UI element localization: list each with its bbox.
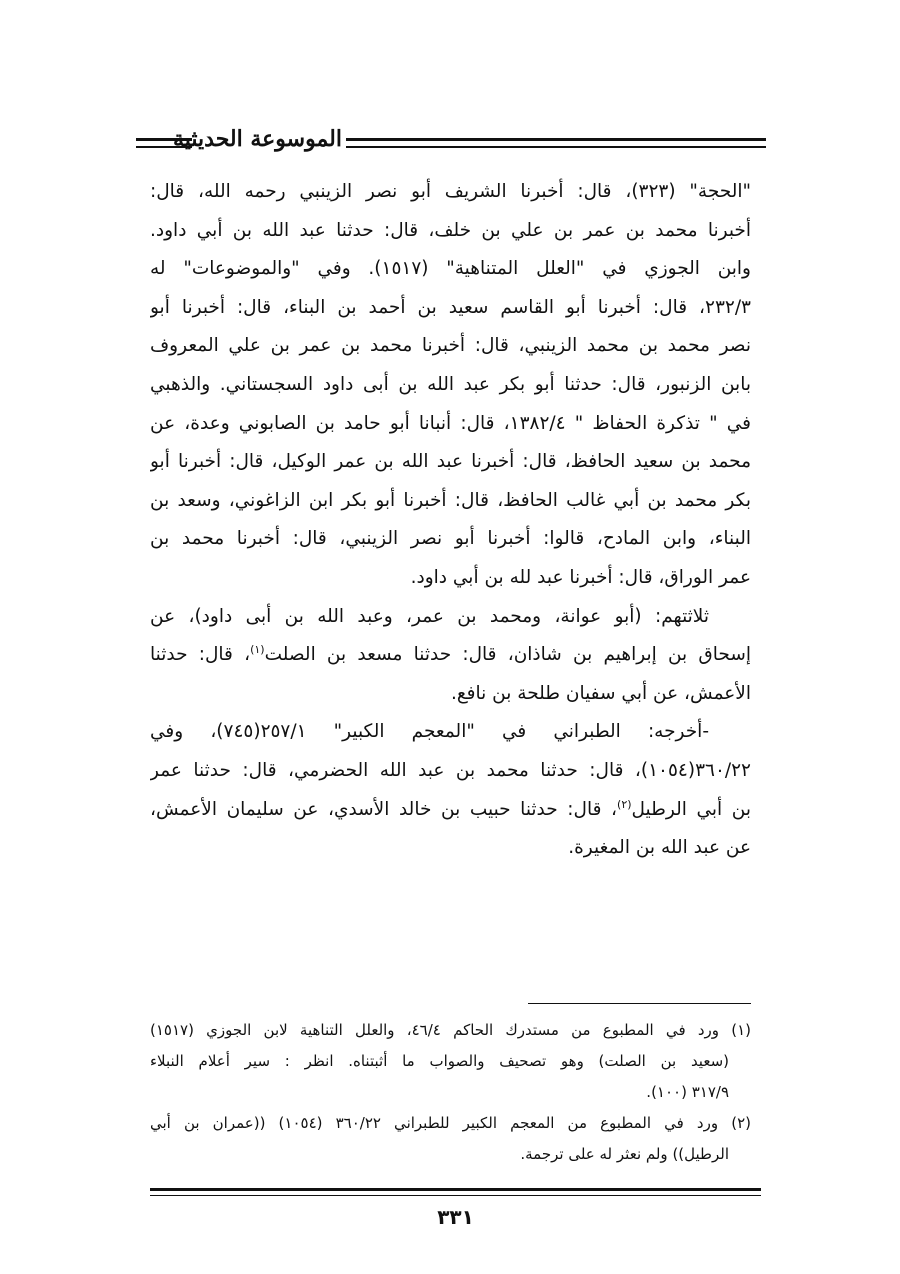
text-line: عمر الوراق، قال: أخبرنا عبد لله بن أبي داود. xyxy=(410,566,751,588)
footnote-line: (١) ورد في المطبوع من مستدرك الحاكم ٤٦/٤، والعلل التناهية لابن الجوزي (١٥١٧) xyxy=(150,1021,751,1039)
header-title: الموسوعة الحديثية xyxy=(172,126,342,152)
text-line: بكر محمد بن أبي غالب الحافظ، قال: أخبرنا أبو بكر ابن الزاغوني، وسعد بن xyxy=(150,489,751,511)
text-line: البناء، وابن المادح، قالوا: أخبرنا أبو نصر الزينبي، قال: أخبرنا محمد بن xyxy=(150,528,751,550)
text-segment: ، قال: حدثنا حبيب بن خالد الأسدي، عن سليمان الأعمش، xyxy=(150,798,618,820)
text-line: أخبرنا محمد بن عمر بن علي بن خلف، قال: حدثنا عبد الله بن أبي داود. xyxy=(150,219,751,241)
text-line xyxy=(150,636,751,675)
footnotes xyxy=(150,1015,751,1170)
footnote-ref-2[interactable]: (٢) xyxy=(617,797,632,811)
text-line xyxy=(150,791,751,830)
footnote-line: ٣١٧/٩ (١٠٠). xyxy=(646,1083,729,1101)
text-segment: إسحاق بن إبراهيم بن شاذان، قال: حدثنا مسعد بن الصلت xyxy=(264,644,751,666)
header-rule-right xyxy=(346,138,766,148)
text-line: ٢٣٢/٣، قال: أخبرنا أبو القاسم سعيد بن أحمد بن البناء، قال: أخبرنا أبو xyxy=(150,296,751,318)
bottom-rule xyxy=(150,1188,761,1196)
text-line: ٣٦٠/٢٢(١٠٥٤)، قال: حدثنا محمد بن عبد الله الحضرمي، قال: حدثنا عمر xyxy=(150,759,751,781)
footnote-line: (٢) ورد في المطبوع من المعجم الكبير للطبراني ٣٦٠/٢٢ (١٠٥٤) ((عمران بن أبي xyxy=(150,1114,751,1132)
text-line: -أخرجه: الطبراني في "المعجم الكبير" ٢٥٧/١(٧٤٥)، وفي xyxy=(150,721,709,743)
footnote-separator xyxy=(528,1003,751,1004)
text-line: وابن الجوزي في "العلل المتناهية" (١٥١٧). وفي "والموضوعات" له xyxy=(150,258,751,280)
text-line: بابن الزنبور، قال: حدثنا أبو بكر عبد الله بن أبى داود السجستاني. والذهبي xyxy=(150,373,751,395)
text-segment: بن أبي الرطيل xyxy=(631,798,751,820)
text-line: في " تذكرة الحفاظ " ١٣٨٢/٤، قال: أنبانا أبو حامد بن الصابوني وعدة، عن xyxy=(150,412,751,434)
text-line: الأعمش، عن أبي سفيان طلحة بن نافع. xyxy=(450,682,751,704)
footnote-line: (سعيد بن الصلت) وهو تصحيف والصواب ما أثبتناه. انظر : سير أعلام النبلاء xyxy=(150,1052,729,1070)
text-line: ثلاثتهم: (أبو عوانة، ومحمد بن عمر، وعبد الله بن أبى داود)، عن xyxy=(150,605,709,627)
footnote-ref-1[interactable]: (١) xyxy=(250,642,265,656)
text-line: "الحجة" (٣٢٣)، قال: أخبرنا الشريف أبو نصر الزينبي رحمه الله، قال: xyxy=(150,181,751,202)
text-segment: ، قال: حدثنا xyxy=(150,644,251,666)
footnote-line: الرطيل)) ولم نعثر له على ترجمة. xyxy=(520,1145,729,1163)
page-header xyxy=(136,122,766,168)
page-number: ٣٣١ xyxy=(437,1205,474,1229)
main-text xyxy=(150,173,751,868)
text-line: محمد بن سعيد الحافظ، قال: أخبرنا عبد الله بن عمر الوكيل، قال: أخبرنا أبو xyxy=(150,451,751,473)
text-line: عن عبد الله بن المغيرة. xyxy=(568,837,751,859)
text-line: نصر محمد بن محمد الزينبي، قال: أخبرنا محمد بن عمر بن علي المعروف xyxy=(150,335,751,357)
